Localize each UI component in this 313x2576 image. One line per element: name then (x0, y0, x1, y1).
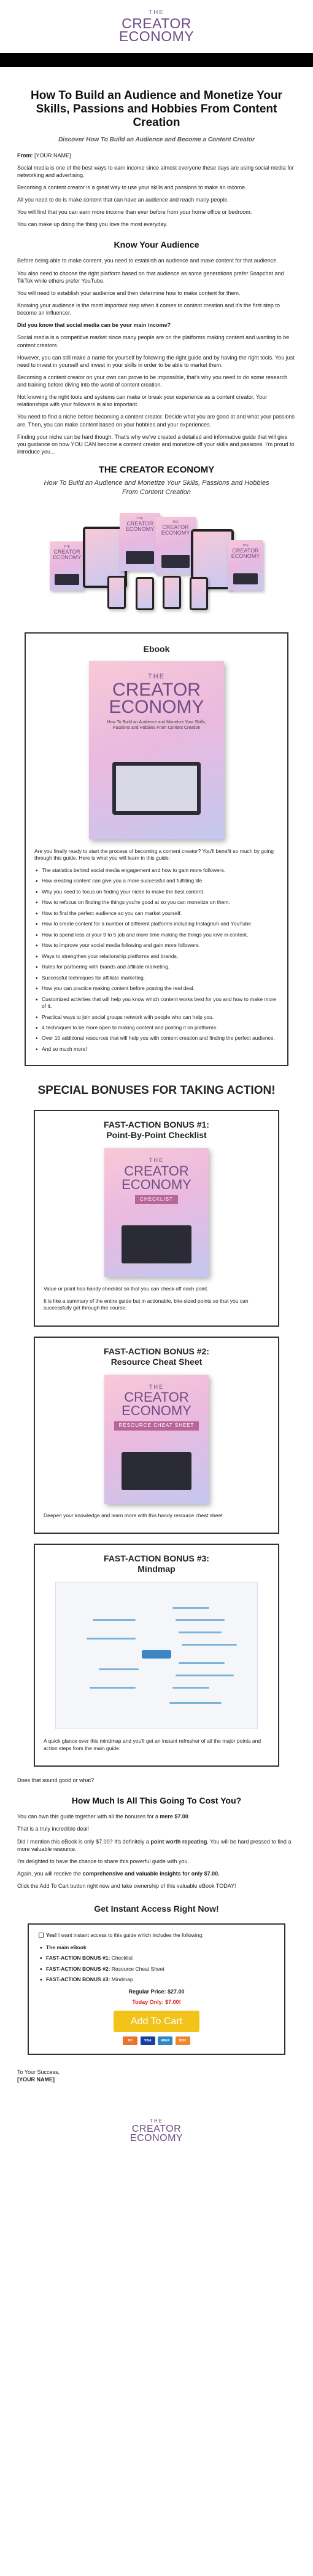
bundle-book (120, 513, 160, 571)
bonus-box-1 (34, 1110, 279, 1326)
intro-paragraph: Social media is one of the best ways to earn income since almost everyone these days are using social media for networking and advertising. (17, 164, 294, 178)
bonus-title (44, 1553, 269, 1574)
list-item: • Customized activities that will help you know which content works best for you and how to make more of it. (34, 996, 279, 1010)
audience-paragraph: You also need to choose the right platform based on that audience as some generations prefer Snapchat and TikTok while others prefer YouTube. (17, 270, 284, 284)
mindmap-branch (182, 1644, 237, 1646)
audience-paragraph: Becoming a content creator on your own can prove to be impossible, that's why you need to do some research and training before diving into the world of content creation. (17, 374, 287, 388)
mindmap-branch (179, 1632, 222, 1633)
list-item (39, 1955, 274, 1961)
order-item-bold: The main eBook (46, 1944, 87, 1950)
cover-line1: CREATOR (124, 1163, 189, 1179)
footer-logo-line1: CREATOR (131, 2124, 182, 2135)
pricing-section (0, 1777, 313, 1890)
audience-question: Did you know that social media can be your main income? (17, 322, 171, 329)
ebook-cover-line1: CREATOR (112, 679, 201, 700)
regular-price: Regular Price: $27.00 (128, 1989, 185, 1995)
bonus-title-line1: FAST-ACTION BONUS #1: (104, 1120, 209, 1130)
ebook-heading: Ebook (143, 644, 170, 654)
order-item-bold: FAST-ACTION BONUS #3: (46, 1976, 110, 1982)
pricing-text: Did I mention this eBook is only $7.00? It's definitely a (17, 1838, 151, 1845)
bonus-title-line2: Mindmap (137, 1564, 176, 1574)
page-title: How To Build an Audience and Monetize Your Skills, Passions and Hobbies From Content Creation (31, 89, 282, 129)
pricing-paragraph: That is a truly incredible deal! (17, 1826, 90, 1832)
header-logo (0, 0, 313, 53)
audience-paragraph: You need to find a niche before becoming a content creator. Decide what you are good at and what your passions are. Then, you can make content based on your hobbies and your experiences. (17, 414, 295, 428)
visa-icon: VISA (141, 2036, 155, 2045)
laptop-illustration (122, 1452, 191, 1490)
cover-line2: ECONOMY (122, 1402, 191, 1418)
bonus-text: It is like a summary of the entire guide but in actionable, bite-sized points so that you can successfully get through the course. (44, 1297, 249, 1311)
logo-line2: ECONOMY (118, 28, 195, 44)
bonus-title (44, 1346, 269, 1367)
pricing-paragraph (17, 1813, 296, 1820)
payment-cards (39, 2036, 274, 2045)
bonus-text: Deepen your knowledge and learn more with this handy resource cheat sheet. (44, 1512, 224, 1518)
cover-line1: CREATOR (124, 1389, 189, 1405)
from-line (17, 152, 296, 159)
cheat-sheet-cover (104, 1375, 209, 1504)
audience-paragraph: Finding your niche can be hard though. That's why we've created a detailed and informative guide that will give you guidance on how YOU CAN become a content creator and monetize off your skills and passions. I'm proud to introduce you... (17, 433, 295, 455)
pricing-paragraph (17, 1870, 296, 1877)
list-item: • How you can practice making content before posting the real deal. (34, 985, 279, 992)
cover-the: THE (149, 1157, 164, 1164)
audience-paragraph: However, you can still make a name for yourself by following the right guide and by having the right tools. You just need to invest in yourself and invest in your skills in order to be able to market them. (17, 354, 295, 368)
product-title: THE CREATOR ECONOMY (98, 465, 215, 476)
list-item: • How creating content can give you a more successful and fulfilling life. (34, 878, 279, 884)
product-bundle-image (46, 503, 267, 620)
list-item: • How to refocus on finding the things you're good at so you can monetize on them. (34, 899, 279, 906)
pricing-price-emphasis: mere $7.00 (160, 1813, 188, 1820)
laptop-illustration (112, 762, 201, 815)
cover-the: THE (149, 1383, 164, 1390)
signoff (17, 2068, 296, 2083)
mindmap-branch (172, 1607, 209, 1609)
order-item-bold: FAST-ACTION BONUS #1: (46, 1955, 110, 1961)
audience-paragraph: Social media is a competitive market since many people are on the platforms making content and wanting to be content creators. (17, 334, 290, 348)
list-item: • How to find the perfect audience so you can market yourself. (34, 910, 279, 917)
discover-icon: DISC (176, 2036, 190, 2045)
mindmap-branch (179, 1662, 225, 1664)
bundle-phone (107, 576, 126, 609)
audience-paragraph: Before being able to make content, you need to establish an audience and make content for that audience. (17, 257, 278, 264)
bonus-title-line1: FAST-ACTION BONUS #3: (104, 1553, 209, 1564)
signoff-line: To Your Success, (17, 2069, 60, 2076)
order-heading: Get Instant Access Right Now! (94, 1904, 219, 1914)
bundle-book (50, 541, 84, 591)
footer-logo-line2: ECONOMY (129, 2133, 184, 2144)
pricing-text: Again, you will receive the (17, 1870, 83, 1877)
list-item: • Why you need to focus on finding your niche to make the best content. (34, 889, 279, 895)
mindmap-branch (90, 1687, 136, 1689)
mindmap-image (55, 1582, 258, 1729)
footer-logo (0, 2118, 313, 2143)
ebook-cover-line2: ECONOMY (109, 696, 204, 717)
sounds-good-line: Does that sound good or what? (17, 1777, 95, 1784)
order-box (28, 1923, 285, 2055)
order-item-text: Mindmap (110, 1976, 133, 1982)
order-checkbox[interactable] (39, 1933, 44, 1938)
list-item (39, 1966, 274, 1973)
bundle-book-line2: ECONOMY (161, 529, 190, 536)
bundle-book-line1: CREATOR (53, 548, 80, 555)
list-item: • How to create content for a number of different platforms including Instagram and YouTube. (34, 921, 279, 927)
bonus-box-3 (34, 1544, 279, 1767)
page-subtitle: Discover How To Build an Audience and Become a Content Creator (58, 136, 255, 143)
order-item-text: Checklist (110, 1955, 133, 1961)
bonuses-heading: SPECIAL BONUSES FOR TAKING ACTION! (37, 1084, 276, 1098)
ebook-box (25, 632, 288, 1066)
cover-line2: ECONOMY (122, 1176, 191, 1192)
laptop-illustration (122, 1225, 191, 1263)
bonus-title (44, 1120, 269, 1141)
intro-paragraph: All you need to do is make content that can have an audience and reach many people. (17, 197, 229, 203)
bundle-book-line1: CREATOR (126, 520, 153, 527)
list-item: • How to spend less at your 9 to 5 job and more time making the things you love in content. (34, 932, 279, 938)
bundle-book-the: THE (242, 544, 249, 548)
logo-the: THE (149, 9, 164, 16)
bundle-book-line2: ECONOMY (231, 552, 260, 559)
order-items-list (39, 1944, 274, 1984)
list-item (39, 1944, 274, 1951)
ebook-cover-the: THE (148, 673, 165, 681)
mindmap-branch (172, 1687, 209, 1689)
order-item-bold: FAST-ACTION BONUS #2: (46, 1965, 110, 1972)
ebook-cover-subtitle: How To Build an Audience and Monetize Your Skills, Passions and Hobbies From Content Creation (107, 720, 206, 731)
bundle-phone (136, 577, 154, 610)
pricing-emphasis: point worth repeating (150, 1838, 207, 1845)
ebook-cover (89, 661, 224, 839)
logo-line1: CREATOR (122, 15, 191, 31)
mindmap-branch (176, 1619, 225, 1621)
pricing-text: You can own this guide together with all the bonuses for a (17, 1813, 160, 1820)
pricing-paragraph: Click the Add To Cart button right now and take ownership of this valuable eBook TODAY! (17, 1883, 236, 1890)
list-item: • The statistics behind social media engagement and how to gain more followers. (34, 867, 279, 874)
bonus-text: Value or point has handy checklist so that you can check off each point. (44, 1286, 209, 1292)
bundle-book-line2: ECONOMY (52, 554, 82, 560)
list-item: • Over 10 additional resources that will help you with content creation and finding the perfect audience. (34, 1035, 279, 1042)
mindmap-branch (169, 1702, 222, 1704)
ebook-benefits-list (34, 867, 279, 1053)
bundle-book-the: THE (137, 517, 143, 521)
intro-paragraph: You will find that you can earn more income than ever before from your home office or bedroom. (17, 209, 252, 216)
from-name: [YOUR NAME] (34, 152, 71, 159)
bundle-phone (163, 576, 181, 609)
bundle-book-line1: CREATOR (162, 524, 189, 530)
footer-logo-the: THE (150, 2118, 163, 2124)
bonus-box-2 (34, 1337, 279, 1534)
pricing-paragraph: I'm delighted to have the chance to share this powerful guide with you. (17, 1858, 189, 1864)
pricing-text: . You will be hard pressed to find a more valuable resource. (17, 1838, 292, 1852)
audience-heading: Know Your Audience (114, 240, 199, 250)
order-intro (39, 1932, 274, 1939)
mindmap-center-node (142, 1650, 171, 1659)
cover-tag: CHECKLIST (135, 1195, 178, 1204)
bonus-text: A quick glance over this mindmap and you'll get an instant refresher of all the major points and action steps from the main guide. (44, 1738, 261, 1751)
main-content (0, 89, 313, 620)
intro-paragraph: Becoming a content creator is a great way to use your skills and passions to make an income. (17, 184, 247, 190)
mastercard-icon: MC (123, 2036, 137, 2045)
pricing-paragraph (17, 1838, 296, 1853)
today-price: Today Only: $7.00! (132, 1998, 181, 2005)
add-to-cart-button[interactable]: Add To Cart (114, 2011, 199, 2033)
bundle-book (155, 517, 196, 575)
list-item: • How to improve your social media following and gain more followers. (34, 942, 279, 949)
list-item: • And so much more! (34, 1046, 279, 1053)
header-bar (0, 53, 313, 67)
bundle-book (228, 540, 263, 591)
signoff-name: [YOUR NAME] (17, 2076, 55, 2083)
bundle-book-line1: CREATOR (232, 547, 259, 554)
audience-paragraph: Knowing your audience is the most important step when it comes to content creation and it's the first step to become an influencer. (17, 302, 280, 316)
cover-tag: RESOURCE CHEAT SHEET (114, 1421, 199, 1431)
order-yes: Yes! (46, 1932, 57, 1939)
list-item: • Successful techniques for affiliate marketing. (34, 975, 279, 981)
list-item (39, 1976, 274, 1983)
bonus-title-line2: Point-By-Point Checklist (106, 1130, 207, 1141)
mindmap-branch (99, 1668, 139, 1670)
bundle-book-the: THE (172, 520, 179, 525)
bundle-book-the: THE (64, 545, 70, 549)
order-yes-text: I want instant access to this guide which includes the following: (56, 1932, 204, 1939)
mindmap-branch (87, 1638, 136, 1639)
audience-paragraph: You will need to establish your audience and then determine how to make content for them. (17, 289, 241, 296)
bundle-book-line2: ECONOMY (125, 525, 155, 532)
mindmap-branch (93, 1619, 136, 1621)
amex-icon: AMEX (158, 2036, 172, 2045)
intro-paragraph: You can make up doing the thing you love the most everyday. (17, 221, 168, 228)
mindmap-branch (176, 1675, 234, 1676)
checklist-cover (104, 1148, 209, 1277)
list-item: • 4 techniques to be more open to making content and posting it on platforms. (34, 1024, 279, 1031)
bonus-title-line2: Resource Cheat Sheet (110, 1356, 203, 1367)
product-subtitle: How To Build an Audience and Monetize Your Skills, Passions and Hobbies From Content Creation (44, 479, 269, 497)
ebook-intro: Are you finally ready to start the process of becoming a content creator? You'll benefit so much by going through this guide. Here is what you will learn in this guide: (34, 848, 274, 862)
order-item-text: Resource Cheat Sheet (110, 1965, 164, 1972)
bundle-phone (190, 577, 208, 610)
from-label: From: (17, 152, 33, 159)
bonus-title-line1: FAST-ACTION BONUS #2: (104, 1346, 209, 1356)
list-item: • Ways to strengthen your relationship platforms and brands. (34, 953, 279, 960)
pricing-emphasis: comprehensive and valuable insights for only $7.00. (82, 1870, 220, 1877)
audience-paragraph: Not knowing the right tools and systems can make or break your experience as a content creator. Your relationships with your followers is also important. (17, 394, 268, 408)
list-item: • Practical ways to join social groups network with people who can help you. (34, 1014, 279, 1021)
pricing-heading: How Much Is All This Going To Cost You? (71, 1796, 242, 1806)
list-item: • Rules for partnering with brands and affiliate marketing. (34, 964, 279, 970)
